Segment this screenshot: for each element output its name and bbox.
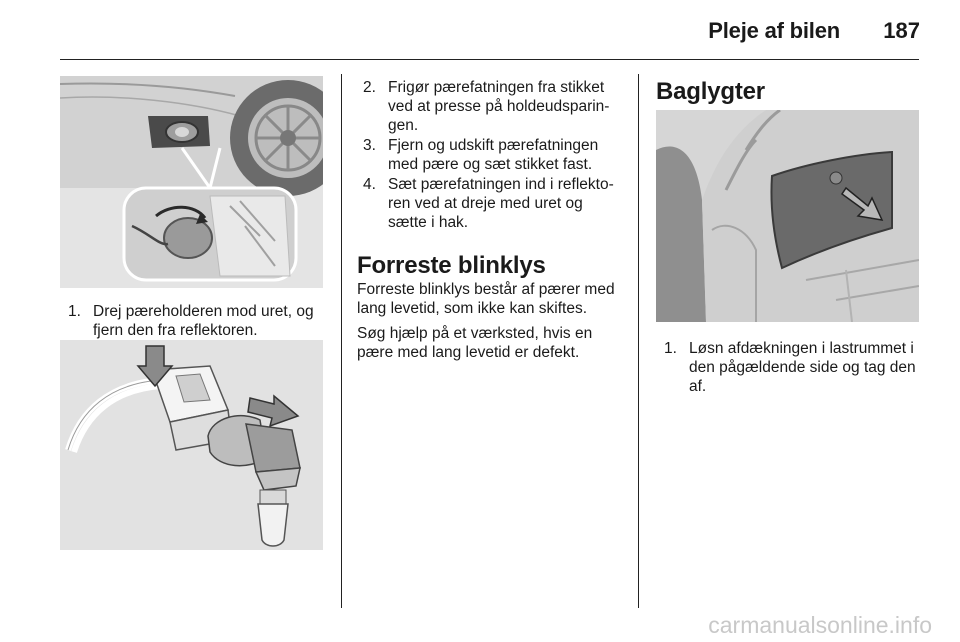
step-text: Fjern og udskift pærefatningen med pære og sæt stikket fast.	[388, 137, 599, 173]
step-3-fjern-og-udskift	[363, 136, 625, 174]
page-number: 187	[883, 18, 920, 43]
column-divider-right	[638, 74, 639, 608]
step-text: Sæt pærefatningen ind i reflekto-ren ved at dreje med uret og sætte i hak.	[388, 176, 614, 231]
step-number: 1.	[68, 303, 81, 320]
step-1-loesn-afdaekning	[664, 339, 920, 396]
step-text: Frigør pærefatningen fra stikket ved at presse på holdeudsparin-gen.	[388, 79, 610, 134]
step-number: 4.	[363, 176, 376, 193]
figure-bulb-socket	[60, 340, 323, 550]
step-4-saet-paerefatning-ind	[363, 175, 625, 232]
figure-trunk-cover	[656, 110, 919, 322]
paragraph-vaerksted: Søg hjælp på et værksted, hvis en pære med lang levetid er defekt.	[357, 325, 593, 361]
watermark: carmanualsonline.info	[708, 612, 932, 638]
column-divider-left	[341, 74, 342, 608]
step-number: 3.	[363, 137, 376, 154]
step-number: 2.	[363, 79, 376, 96]
page-title: Pleje af bilen	[708, 18, 840, 43]
step-1-drej-paereholder	[68, 302, 323, 340]
step-text: Løsn afdækningen i lastrummet i den pågældende side og tag den af.	[689, 340, 916, 395]
paragraph-blinklys-info: Forreste blinklys består af pærer med lang levetid, som ikke kan skiftes.	[357, 281, 615, 317]
header-rule	[60, 59, 919, 60]
step-2-frigoer-paerefatning	[363, 78, 625, 135]
heading-forreste-blinklys: Forreste blinklys	[357, 252, 546, 279]
step-number: 1.	[664, 340, 677, 357]
heading-baglygter: Baglygter	[656, 78, 765, 105]
figure-front-bumper-fog-light	[60, 76, 323, 288]
step-text: Drej pæreholderen mod uret, og fjern den fra reflektoren.	[93, 303, 314, 339]
